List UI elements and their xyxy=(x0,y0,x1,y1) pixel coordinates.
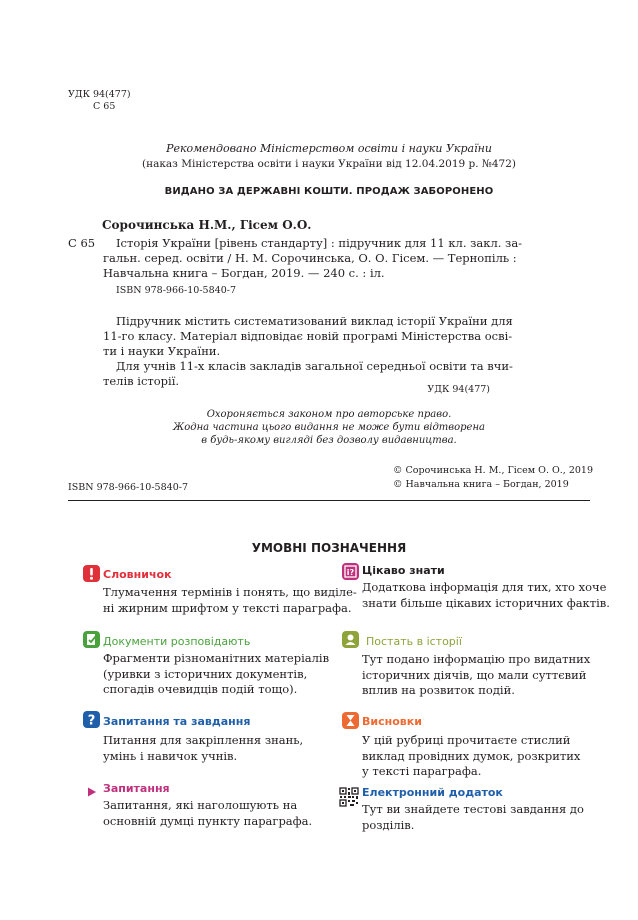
annotation xyxy=(103,314,513,389)
legend-title-questions: Запитання та завдання xyxy=(103,715,251,728)
annotation-line: телів історії. xyxy=(103,374,180,388)
code-top: С 65 xyxy=(93,101,116,112)
legend-desc-line: Фрагменти різноманітних матеріалів xyxy=(103,651,330,665)
annotation-line: ти і науки України. xyxy=(103,344,221,358)
biblio-line: гальн. серед. освіти / Н. М. Сорочинська, О. О. Гісем. — Тернопіль : xyxy=(103,251,517,265)
biblio-line: Навчальна книга – Богдан, 2019. — 240 с. : іл. xyxy=(103,266,385,280)
legend-desc-line: Тлумачення термінів і понять, що виділе- xyxy=(103,585,357,599)
legend-desc-figures xyxy=(362,652,590,699)
legend-desc-line: розділів. xyxy=(362,817,415,832)
person-portrait-icon xyxy=(342,631,359,648)
legend-desc-line: спогадів очевидців подій тощо). xyxy=(103,682,298,696)
copyright-notice-line: в будь-якому вигляді без дозволу видавництва. xyxy=(201,435,457,446)
legend-desc-line: знати більше цікавих історичних фактів. xyxy=(362,595,610,610)
legend-desc-line: виклад провідних думок, розкритих xyxy=(362,748,581,763)
legend-title-question: Запитання xyxy=(103,782,170,795)
divider xyxy=(68,500,590,501)
legend-desc-glossary xyxy=(103,585,357,616)
legend-desc-questions xyxy=(103,733,303,764)
legend-desc-line: Тут ви знайдете тестові завдання до xyxy=(362,802,584,816)
copyright-publisher: © Навчальна книга – Богдан, 2019 xyxy=(393,479,569,490)
legend-desc-line: Запитання, які наголошують на xyxy=(103,798,298,812)
legend-desc-line: У цій рубриці прочитаєте стислий xyxy=(362,733,571,747)
legend-desc-line: (уривки з історичних документів, xyxy=(103,666,308,681)
legend-desc-interesting xyxy=(362,580,610,611)
annotation-line: Підручник містить систематизований виклад історії України для xyxy=(116,314,513,328)
legend-desc-line: умінь і навичок учнів. xyxy=(103,748,238,763)
legend-desc-line: Питання для закріплення знань, xyxy=(103,733,304,747)
copyright-notice xyxy=(150,408,508,447)
legend-title-glossary: Словничок xyxy=(103,568,172,581)
isbn-bottom: ISBN 978-966-10-5840-7 xyxy=(68,482,188,493)
legend-title-documents: Документи розповідають xyxy=(103,635,251,648)
exclamation-icon xyxy=(83,565,100,582)
legend-title-electronic: Електронний додаток xyxy=(362,786,503,799)
recommended-line: Рекомендовано Міністерством освіти і науки України xyxy=(166,142,492,155)
legend-desc-conclusions xyxy=(362,733,580,780)
question-mark-icon xyxy=(83,711,100,728)
legend-desc-line: історичних діячів, що мали суттєвий xyxy=(362,667,587,682)
authors: Сорочинська Н.М., Гісем О.О. xyxy=(102,218,312,232)
qr-code-icon xyxy=(339,787,359,807)
lightbulb-question-icon xyxy=(342,563,359,580)
annotation-line: 11-го класу. Матеріал відповідає новій програмі Міністерства осві- xyxy=(103,329,513,343)
legend-desc-question xyxy=(103,798,312,829)
legend-desc-documents xyxy=(103,651,329,698)
annotation-line: Для учнів 11-х класів закладів загальної середньої освіти та вчи- xyxy=(116,359,513,373)
svg-text:?: ? xyxy=(87,713,96,728)
udk-bottom: УДК 94(477) xyxy=(427,384,490,395)
udk-top: УДК 94(477) xyxy=(68,89,131,100)
legend-heading: УМОВНІ ПОЗНАЧЕННЯ xyxy=(251,541,407,555)
legend-desc-line: Тут подано інформацію про видатних xyxy=(362,652,591,666)
hourglass-icon xyxy=(342,712,359,729)
triangle-arrow-icon xyxy=(86,783,98,795)
bibliographic-record xyxy=(103,236,523,281)
copyright-authors: © Сорочинська Н. М., Гісем О. О., 2019 xyxy=(393,465,594,476)
code-side: С 65 xyxy=(68,236,96,250)
legend-desc-line: вплив на розвиток подій. xyxy=(362,683,515,697)
state-funds-line: ВИДАНО ЗА ДЕРЖАВНІ КОШТИ. ПРОДАЖ ЗАБОРОНЕНО xyxy=(164,186,494,197)
svg-text:i?: i? xyxy=(346,568,355,578)
legend-desc-electronic xyxy=(362,802,584,833)
legend-desc-line: Додаткова інформація для тих, хто хоче xyxy=(362,580,607,594)
isbn-inner: ISBN 978-966-10-5840-7 xyxy=(116,285,236,296)
legend-title-conclusions: Висновки xyxy=(362,715,422,728)
legend-title-figures: Постать в історії xyxy=(366,635,462,648)
legend-desc-line: основній думці пункту параграфа. xyxy=(103,813,313,828)
copyright-notice-line: Жодна частина цього видання не може бути відтворена xyxy=(173,422,485,433)
copyright-notice-line: Охороняється законом про авторське право. xyxy=(206,409,452,420)
legend-desc-line: ні жирним шрифтом у тексті параграфа. xyxy=(103,600,352,615)
legend-desc-line: у тексті параграфа. xyxy=(362,764,482,778)
legend-title-interesting: Цікаво знати xyxy=(362,564,445,577)
document-check-icon xyxy=(83,631,100,648)
biblio-line: Історія України [рівень стандарту] : підручник для 11 кл. закл. за- xyxy=(116,236,523,250)
order-line: (наказ Міністерства освіти і науки України від 12.04.2019 р. №472) xyxy=(141,158,516,170)
